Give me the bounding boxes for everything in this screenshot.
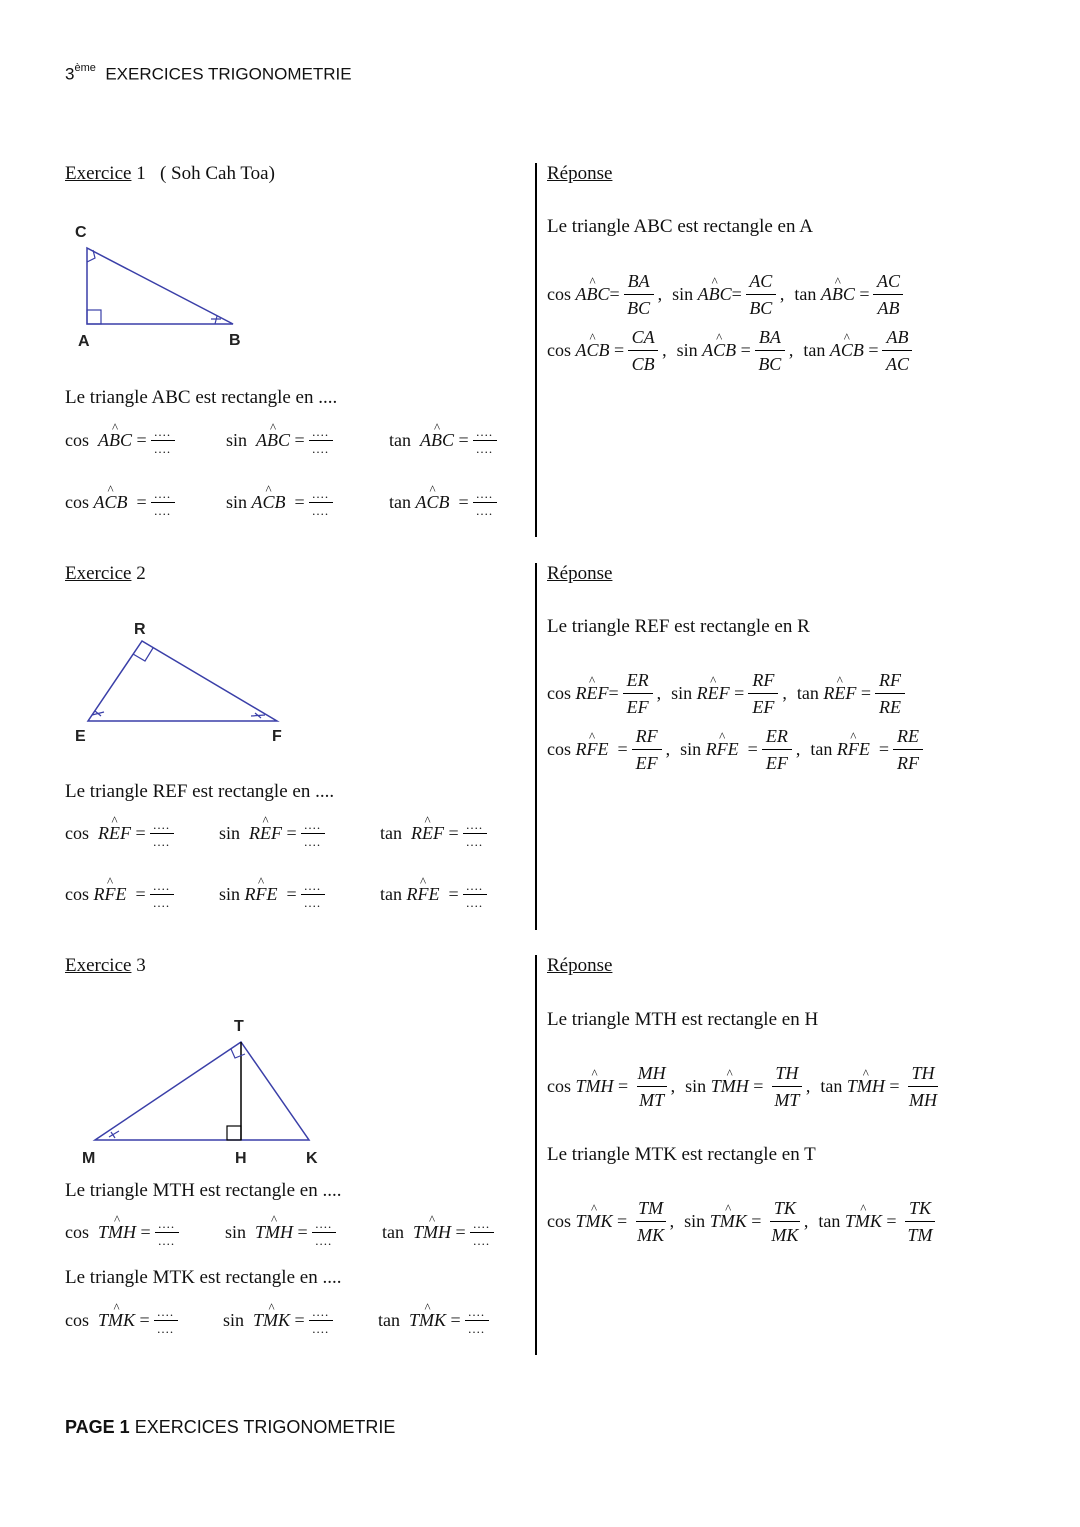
answer-fraction bbox=[628, 326, 658, 375]
fn-sin: sin bbox=[219, 823, 241, 843]
blank-fraction bbox=[465, 1306, 489, 1335]
answer-fraction bbox=[893, 725, 923, 774]
answer-fraction bbox=[772, 1062, 802, 1111]
fraction-denominator: AC bbox=[885, 354, 909, 374]
fn-cos: cos bbox=[547, 739, 571, 759]
blank-den: .... bbox=[157, 1321, 175, 1336]
fraction-denominator: MT bbox=[639, 1090, 665, 1110]
ex3-answer-row-2: cos ^ TMK = TM MK , sin ^ TMK = TK MK , tan ^ TMK = TK TM bbox=[547, 1197, 939, 1246]
blank-fraction bbox=[155, 1218, 179, 1247]
angle-abc: ^ ABC bbox=[821, 284, 855, 305]
exercise-3-title bbox=[65, 955, 146, 977]
ex3-answer-row-1: cos ^ TMH = MH MT , sin ^ TMH = TH MT , tan ^ TMH = TH MH bbox=[547, 1062, 942, 1111]
angle-acb: ^ ACB bbox=[252, 492, 286, 513]
header-title: EXERCICES TRIGONOMETRIE bbox=[105, 64, 352, 84]
triangle-mtk-figure bbox=[65, 1012, 335, 1172]
angle-mark-c bbox=[87, 250, 95, 262]
angle-acb: ^ ACB bbox=[830, 340, 864, 361]
angle-ref: ^ REF bbox=[411, 823, 444, 844]
fn-sin: sin bbox=[680, 739, 702, 759]
vertex-label-a: A bbox=[78, 333, 90, 350]
angle-rfe: ^ RFE bbox=[576, 739, 609, 760]
exercise-3-number: 3 bbox=[136, 955, 146, 976]
angle-tmh: ^ TMH bbox=[847, 1076, 885, 1097]
answer-fraction bbox=[873, 270, 903, 319]
blank-fraction bbox=[473, 488, 497, 517]
fraction-numerator: ER bbox=[626, 670, 649, 690]
fraction-numerator: AB bbox=[886, 327, 909, 347]
angle-tmk: ^ TMK bbox=[409, 1310, 446, 1331]
fn-sin: sin bbox=[671, 683, 693, 703]
blank-num: .... bbox=[473, 1216, 491, 1231]
angle-abc: ^ ABC bbox=[698, 284, 732, 305]
exercise-1-answer-title bbox=[547, 163, 612, 185]
angle-tmh: ^ TMH bbox=[576, 1076, 614, 1097]
blank-fraction bbox=[309, 1306, 333, 1335]
exercise-2-statement: Le triangle REF est rectangle en .... bbox=[65, 781, 335, 802]
fn-tan: tan bbox=[380, 884, 402, 904]
blank-fraction bbox=[309, 426, 333, 455]
fraction-denominator: AB bbox=[877, 298, 900, 318]
fn-tan: tan bbox=[389, 492, 411, 512]
fraction-denominator: MK bbox=[637, 1225, 665, 1245]
exercise-2-title bbox=[65, 563, 146, 585]
vertex-label-r: R bbox=[134, 621, 146, 638]
angle-rfe: ^ RFE bbox=[407, 884, 440, 905]
fn-cos: cos bbox=[547, 1211, 571, 1231]
fraction-numerator: CA bbox=[631, 327, 655, 347]
ex1-q-tan-acb: tan ^ ACB = $\frac{....}{....}$ bbox=[389, 488, 501, 517]
fraction-denominator: RE bbox=[878, 697, 901, 717]
fn-tan: tan bbox=[803, 340, 826, 360]
divider-ex3 bbox=[535, 955, 537, 1355]
blank-den: .... bbox=[315, 1233, 333, 1248]
blank-den: .... bbox=[476, 441, 494, 456]
blank-den: .... bbox=[466, 834, 484, 849]
fn-tan: tan bbox=[389, 430, 411, 450]
right-angle-mark-t bbox=[231, 1049, 245, 1058]
angle-ref: ^ REF bbox=[98, 823, 131, 844]
ex1-q-cos-abc: cos ^ ABC = $\frac{....}{....}$ bbox=[65, 426, 179, 455]
angle-rfe: ^ RFE bbox=[245, 884, 278, 905]
answer-fraction bbox=[875, 669, 905, 718]
angle-mark-f bbox=[251, 713, 265, 718]
angle-acb: ^ ACB bbox=[416, 492, 450, 513]
ex1-q-sin-abc: sin ^ ABC = $\frac{....}{....}$ bbox=[226, 426, 337, 455]
blank-fraction bbox=[150, 880, 174, 909]
blank-fraction bbox=[301, 880, 325, 909]
ex1-answer-row-2: cos ^ ACB = CA CB , sin ^ ACB = BA BC , tan ^ ACB = AB AC bbox=[547, 326, 916, 375]
blank-den: .... bbox=[312, 503, 330, 518]
fraction-numerator: TM bbox=[638, 1198, 664, 1218]
ex2-q-cos-ref: cos ^ REF = $\frac{....}{....}$ bbox=[65, 819, 178, 848]
blank-num: .... bbox=[304, 817, 322, 832]
fraction-numerator: ER bbox=[765, 726, 788, 746]
header-level: 3 bbox=[65, 64, 75, 84]
angle-rfe: ^ RFE bbox=[837, 739, 870, 760]
blank-fraction bbox=[151, 426, 175, 455]
fraction-numerator: RF bbox=[635, 726, 658, 746]
blank-num: .... bbox=[312, 486, 330, 501]
fn-cos: cos bbox=[65, 1310, 89, 1330]
fraction-numerator: TK bbox=[909, 1198, 932, 1218]
angle-ref: ^ REF bbox=[576, 683, 609, 704]
blank-den: .... bbox=[153, 834, 171, 849]
fraction-numerator: BA bbox=[627, 271, 650, 291]
ex1-answer-row-1: cos ^ ABC = BA BC , sin ^ ABC = AC BC , tan ^ ABC = AC AB bbox=[547, 270, 907, 319]
blank-num: .... bbox=[304, 878, 322, 893]
angle-ref: ^ REF bbox=[697, 683, 730, 704]
answer-fraction bbox=[908, 1062, 938, 1111]
blank-num: .... bbox=[312, 424, 330, 439]
exercise-1-number: 1 bbox=[136, 163, 146, 184]
angle-mark-m bbox=[109, 1131, 119, 1138]
exercise-2-answer-title bbox=[547, 563, 612, 585]
blank-fraction bbox=[154, 1306, 178, 1335]
answer-fraction bbox=[882, 326, 912, 375]
blank-num: .... bbox=[468, 1304, 486, 1319]
fraction-denominator: MK bbox=[771, 1225, 799, 1245]
blank-den: .... bbox=[153, 895, 171, 910]
fn-sin: sin bbox=[226, 430, 248, 450]
answer-label: Réponse bbox=[547, 163, 613, 184]
footer-title: EXERCICES TRIGONOMETRIE bbox=[134, 1417, 396, 1437]
page-header bbox=[65, 64, 352, 85]
answer-label: Réponse bbox=[547, 563, 613, 584]
fn-cos: cos bbox=[65, 430, 89, 450]
fn-cos: cos bbox=[547, 284, 571, 304]
angle-tmk: ^ TMK bbox=[710, 1211, 747, 1232]
ex3-q-cos-tmh: cos ^ TMH = $\frac{....}{....}$ bbox=[65, 1218, 183, 1247]
fraction-denominator: EF bbox=[635, 753, 658, 773]
angle-acb: ^ ACB bbox=[702, 340, 736, 361]
divider-ex1 bbox=[535, 163, 537, 537]
blank-den: .... bbox=[154, 503, 172, 518]
right-angle-mark-h bbox=[227, 1126, 241, 1140]
fn-sin: sin bbox=[685, 1076, 707, 1096]
fraction-numerator: RF bbox=[752, 670, 775, 690]
fn-sin: sin bbox=[219, 884, 241, 904]
fraction-denominator: EF bbox=[626, 697, 649, 717]
answer-fraction bbox=[623, 669, 653, 718]
ex2-answer-row-1: cos ^ REF = ER EF , sin ^ REF = RF EF , tan ^ REF = RF RE bbox=[547, 669, 909, 718]
fraction-denominator: EF bbox=[765, 753, 788, 773]
exercise-1-label: Exercice bbox=[65, 163, 132, 184]
answer-fraction bbox=[905, 1197, 935, 1246]
fn-cos: cos bbox=[65, 823, 89, 843]
blank-num: .... bbox=[476, 424, 494, 439]
blank-den: .... bbox=[304, 895, 322, 910]
angle-tmh: ^ TMH bbox=[711, 1076, 749, 1097]
angle-acb: ^ ACB bbox=[94, 492, 128, 513]
triangle-abc bbox=[87, 248, 233, 324]
exercise-1-statement: Le triangle ABC est rectangle en .... bbox=[65, 387, 338, 408]
exercise-3-label: Exercice bbox=[65, 955, 132, 976]
fn-tan: tan bbox=[796, 683, 819, 703]
ex2-q-tan-rfe: tan ^ RFE = $\frac{....}{....}$ bbox=[380, 880, 491, 909]
blank-num: .... bbox=[153, 878, 171, 893]
right-angle-mark-a bbox=[87, 310, 101, 324]
blank-den: .... bbox=[154, 441, 172, 456]
fn-tan: tan bbox=[794, 284, 817, 304]
blank-num: .... bbox=[315, 1216, 333, 1231]
angle-tmk: ^ TMK bbox=[576, 1211, 613, 1232]
angle-tmk: ^ TMK bbox=[845, 1211, 882, 1232]
angle-acb: ^ ACB bbox=[576, 340, 610, 361]
page-footer bbox=[65, 1417, 395, 1438]
divider-ex2 bbox=[535, 563, 537, 930]
fn-cos: cos bbox=[65, 884, 89, 904]
blank-den: .... bbox=[466, 895, 484, 910]
angle-tmk: ^ TMK bbox=[98, 1310, 135, 1331]
triangle-abc-figure bbox=[65, 218, 265, 358]
ex3-q-sin-tmk: sin ^ TMK = $\frac{....}{....}$ bbox=[223, 1306, 337, 1335]
vertex-label-c: C bbox=[75, 224, 87, 241]
blank-num: .... bbox=[312, 1304, 330, 1319]
ex1-q-sin-acb: sin ^ ACB = $\frac{....}{....}$ bbox=[226, 488, 337, 517]
fn-sin: sin bbox=[225, 1222, 247, 1242]
triangle-ref bbox=[88, 641, 277, 721]
blank-fraction bbox=[301, 819, 325, 848]
blank-num: .... bbox=[154, 424, 172, 439]
fn-cos: cos bbox=[65, 492, 89, 512]
vertex-label-b: B bbox=[229, 332, 241, 349]
answer-fraction bbox=[637, 1062, 667, 1111]
fraction-numerator: RF bbox=[878, 670, 901, 690]
blank-fraction bbox=[463, 819, 487, 848]
answer-fraction bbox=[770, 1197, 800, 1246]
exercise-1-hint: ( Soh Cah Toa) bbox=[159, 163, 275, 184]
blank-num: .... bbox=[153, 817, 171, 832]
angle-abc: ^ ABC bbox=[256, 430, 290, 451]
fraction-denominator: MT bbox=[774, 1090, 800, 1110]
vertex-label-e: E bbox=[75, 728, 86, 745]
fraction-numerator: AC bbox=[749, 271, 773, 291]
answer-fraction bbox=[762, 725, 792, 774]
fn-cos: cos bbox=[65, 1222, 89, 1242]
fn-cos: cos bbox=[547, 1076, 571, 1096]
blank-den: .... bbox=[473, 1233, 491, 1248]
ex3-q-tan-tmk: tan ^ TMK = $\frac{....}{....}$ bbox=[378, 1306, 493, 1335]
vertex-label-k: K bbox=[306, 1150, 318, 1167]
blank-den: .... bbox=[312, 1321, 330, 1336]
ex1-q-cos-acb: cos ^ ACB = $\frac{....}{....}$ bbox=[65, 488, 179, 517]
blank-num: .... bbox=[476, 486, 494, 501]
exercise-1-answer-statement: Le triangle ABC est rectangle en A bbox=[547, 216, 813, 237]
blank-den: .... bbox=[312, 441, 330, 456]
exercise-3-answer-statement-1: Le triangle MTH est rectangle en H bbox=[547, 1009, 819, 1030]
ex2-q-tan-ref: tan ^ REF = $\frac{....}{....}$ bbox=[380, 819, 491, 848]
exercise-2-answer-statement: Le triangle REF est rectangle en R bbox=[547, 616, 810, 637]
answer-fraction bbox=[755, 326, 785, 375]
angle-ref: ^ REF bbox=[249, 823, 282, 844]
header-level-sup: ème bbox=[74, 62, 96, 74]
angle-ref: ^ REF bbox=[823, 683, 856, 704]
blank-fraction bbox=[473, 426, 497, 455]
ex2-q-sin-ref: sin ^ REF = $\frac{....}{....}$ bbox=[219, 819, 329, 848]
fn-sin: sin bbox=[223, 1310, 245, 1330]
angle-rfe: ^ RFE bbox=[706, 739, 739, 760]
fn-sin: sin bbox=[676, 340, 698, 360]
triangle-ref-figure bbox=[65, 612, 305, 752]
fraction-numerator: AC bbox=[876, 271, 900, 291]
ex2-q-sin-rfe: sin ^ RFE = $\frac{....}{....}$ bbox=[219, 880, 329, 909]
fn-sin: sin bbox=[226, 492, 248, 512]
angle-abc: ^ ABC bbox=[576, 284, 610, 305]
fraction-denominator: BC bbox=[758, 354, 782, 374]
vertex-label-f: F bbox=[272, 728, 282, 745]
exercise-2-label: Exercice bbox=[65, 563, 132, 584]
vertex-label-h: H bbox=[235, 1150, 247, 1167]
fn-sin: sin bbox=[672, 284, 694, 304]
blank-num: .... bbox=[154, 486, 172, 501]
blank-num: .... bbox=[158, 1216, 176, 1231]
footer-page: PAGE 1 bbox=[65, 1417, 130, 1437]
exercise-3-answer-statement-2: Le triangle MTK est rectangle en T bbox=[547, 1144, 816, 1165]
triangle-mtk bbox=[95, 1042, 309, 1140]
fraction-denominator: CB bbox=[631, 354, 655, 374]
blank-den: .... bbox=[468, 1321, 486, 1336]
ex2-answer-row-2: cos ^ RFE = RF EF , sin ^ RFE = ER EF , tan ^ RFE = RE RF bbox=[547, 725, 927, 774]
fraction-numerator: TK bbox=[773, 1198, 796, 1218]
blank-den: .... bbox=[158, 1233, 176, 1248]
answer-fraction bbox=[748, 669, 778, 718]
fraction-numerator: TH bbox=[911, 1063, 935, 1083]
blank-fraction bbox=[150, 819, 174, 848]
blank-fraction bbox=[463, 880, 487, 909]
answer-fraction bbox=[636, 1197, 666, 1246]
blank-num: .... bbox=[466, 817, 484, 832]
fn-tan: tan bbox=[810, 739, 833, 759]
fn-tan: tan bbox=[820, 1076, 843, 1096]
vertex-label-m: M bbox=[82, 1150, 96, 1167]
blank-fraction bbox=[470, 1218, 494, 1247]
fn-cos: cos bbox=[547, 683, 571, 703]
exercise-3-answer-title bbox=[547, 955, 612, 977]
angle-abc: ^ ABC bbox=[98, 430, 132, 451]
blank-fraction bbox=[151, 488, 175, 517]
fn-tan: tan bbox=[382, 1222, 404, 1242]
blank-den: .... bbox=[304, 834, 322, 849]
fraction-numerator: RE bbox=[896, 726, 919, 746]
fraction-denominator: MH bbox=[909, 1090, 938, 1110]
fraction-denominator: BC bbox=[749, 298, 773, 318]
exercise-3-statement-2: Le triangle MTK est rectangle en .... bbox=[65, 1267, 342, 1288]
fn-cos: cos bbox=[547, 340, 571, 360]
fraction-denominator: EF bbox=[752, 697, 775, 717]
ex2-q-cos-rfe: cos ^ RFE = $\frac{....}{....}$ bbox=[65, 880, 178, 909]
exercise-2-number: 2 bbox=[136, 563, 146, 584]
answer-label: Réponse bbox=[547, 955, 613, 976]
blank-num: .... bbox=[157, 1304, 175, 1319]
fraction-denominator: RF bbox=[896, 753, 919, 773]
vertex-label-t: T bbox=[234, 1018, 244, 1035]
fn-tan: tan bbox=[380, 823, 402, 843]
blank-num: .... bbox=[466, 878, 484, 893]
blank-den: .... bbox=[476, 503, 494, 518]
fraction-numerator: TH bbox=[775, 1063, 799, 1083]
exercise-1-title bbox=[65, 163, 275, 185]
angle-tmk: ^ TMK bbox=[253, 1310, 290, 1331]
angle-rfe: ^ RFE bbox=[94, 884, 127, 905]
answer-fraction bbox=[624, 270, 654, 319]
angle-abc: ^ ABC bbox=[420, 430, 454, 451]
fn-tan: tan bbox=[818, 1211, 841, 1231]
fn-tan: tan bbox=[378, 1310, 400, 1330]
ex3-q-cos-tmk: cos ^ TMK = $\frac{....}{....}$ bbox=[65, 1306, 182, 1335]
blank-fraction bbox=[309, 488, 333, 517]
answer-fraction bbox=[746, 270, 776, 319]
fn-sin: sin bbox=[684, 1211, 706, 1231]
angle-tmh: ^ TMH bbox=[98, 1222, 136, 1243]
angle-tmh: ^ TMH bbox=[413, 1222, 451, 1243]
ex1-q-tan-abc: tan ^ ABC = $\frac{....}{....}$ bbox=[389, 426, 501, 455]
ex3-q-sin-tmh: sin ^ TMH = $\frac{....}{....}$ bbox=[225, 1218, 340, 1247]
exercise-3-statement-1: Le triangle MTH est rectangle en .... bbox=[65, 1180, 342, 1201]
angle-tmh: ^ TMH bbox=[255, 1222, 293, 1243]
answer-fraction bbox=[632, 725, 662, 774]
fraction-denominator: TM bbox=[907, 1225, 933, 1245]
ex3-q-tan-tmh: tan ^ TMH = $\frac{....}{....}$ bbox=[382, 1218, 498, 1247]
fraction-denominator: BC bbox=[627, 298, 651, 318]
fraction-numerator: BA bbox=[758, 327, 781, 347]
blank-fraction bbox=[312, 1218, 336, 1247]
fraction-numerator: MH bbox=[637, 1063, 666, 1083]
